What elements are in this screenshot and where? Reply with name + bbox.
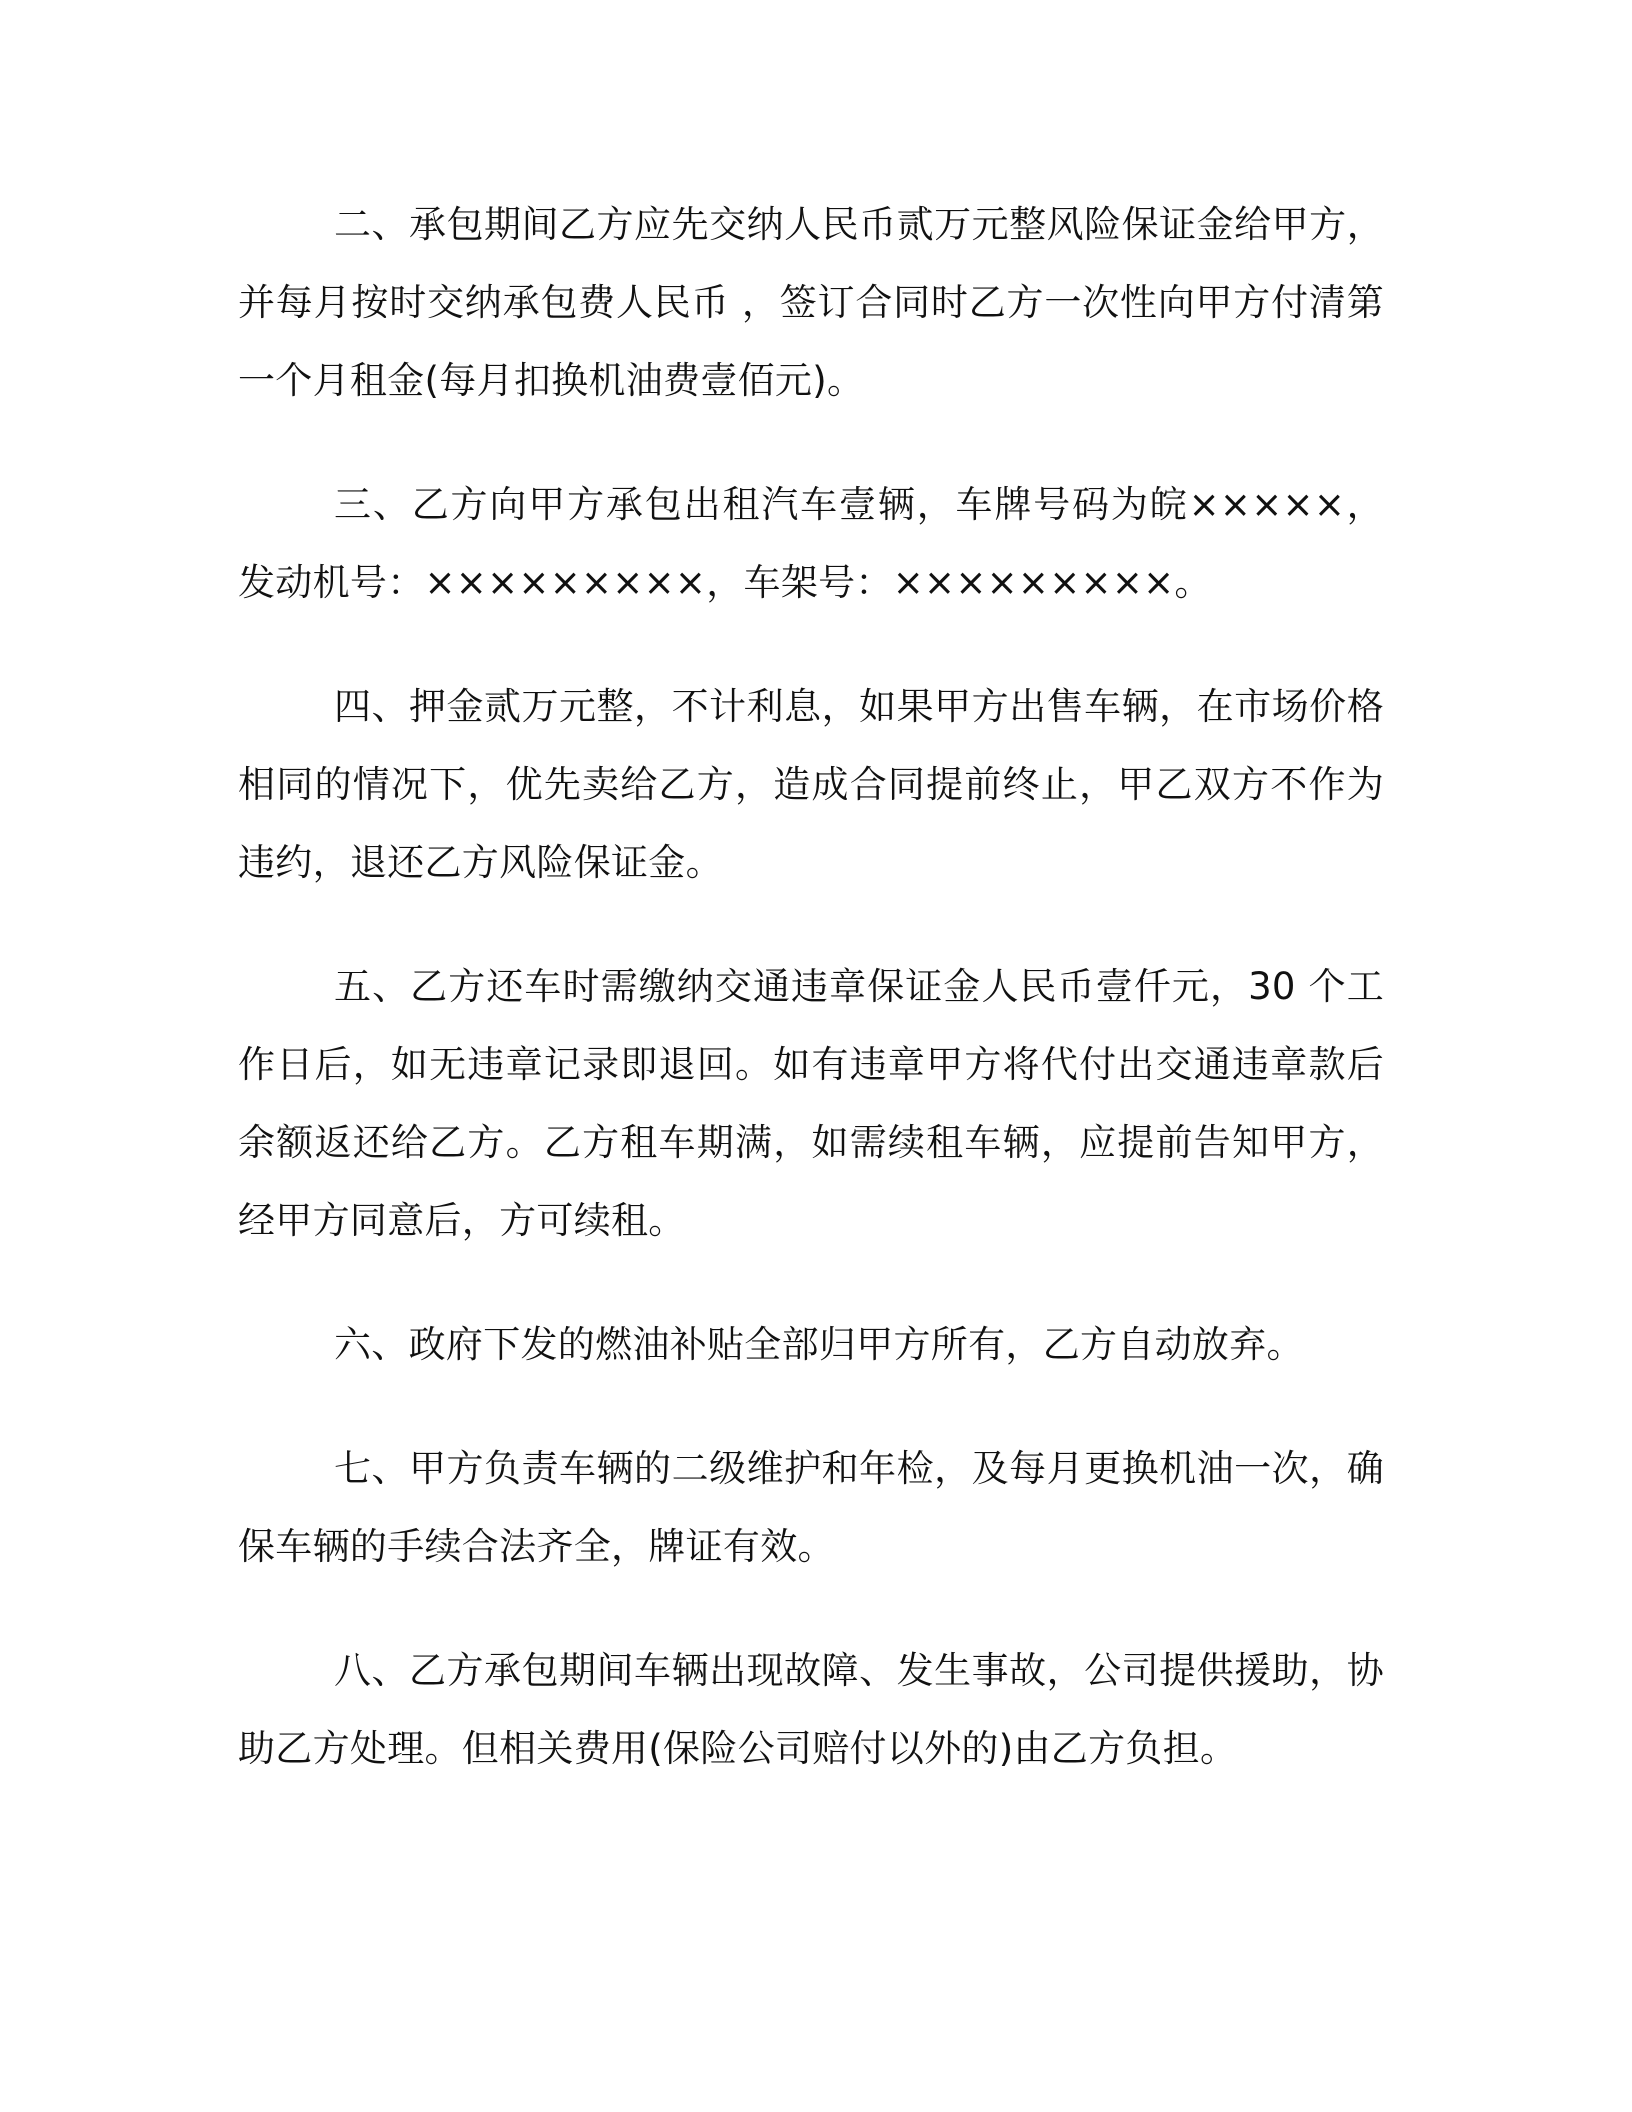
clause-7: 七、甲方负责车辆的二级维护和年检，及每月更换机油一次，确保车辆的手续合法齐全，牌证有效。 [238,1447,1384,1568]
clause-5: 五、乙方还车时需缴纳交通违章保证金人民币壹仟元，30 个工作日后，如无违章记录即退回。如有违章甲方将代付出交通违章款后余额返还给乙方。乙方租车期满，如需续租车辆，应提前告知甲方，经甲方同意后，方可续租。 [238,965,1384,1242]
clause-4: 四、押金贰万元整，不计利息，如果甲方出售车辆，在市场价格相同的情况下，优先卖给乙方，造成合同提前终止，甲乙双方不作为违约，退还乙方风险保证金。 [238,685,1384,884]
document-body [238,186,1384,1788]
clause-6: 六、政府下发的燃油补贴全部归甲方所有，乙方自动放弃。 [334,1323,1304,1366]
clause-3: 三、乙方向甲方承包出租汽车壹辆，车牌号码为皖×××××，发动机号：×××××××××，车架号：×××××××××。 [238,483,1384,604]
clause-8: 八、乙方承包期间车辆出现故障、发生事故，公司提供援助，协助乙方处理。但相关费用(保险公司赔付以外的)由乙方负担。 [238,1649,1384,1770]
clause-2: 二、承包期间乙方应先交纳人民币贰万元整风险保证金给甲方，并每月按时交纳承包费人民币 ，签订合同时乙方一次性向甲方付清第一个月租金(每月扣换机油费壹佰元)。 [238,203,1384,402]
